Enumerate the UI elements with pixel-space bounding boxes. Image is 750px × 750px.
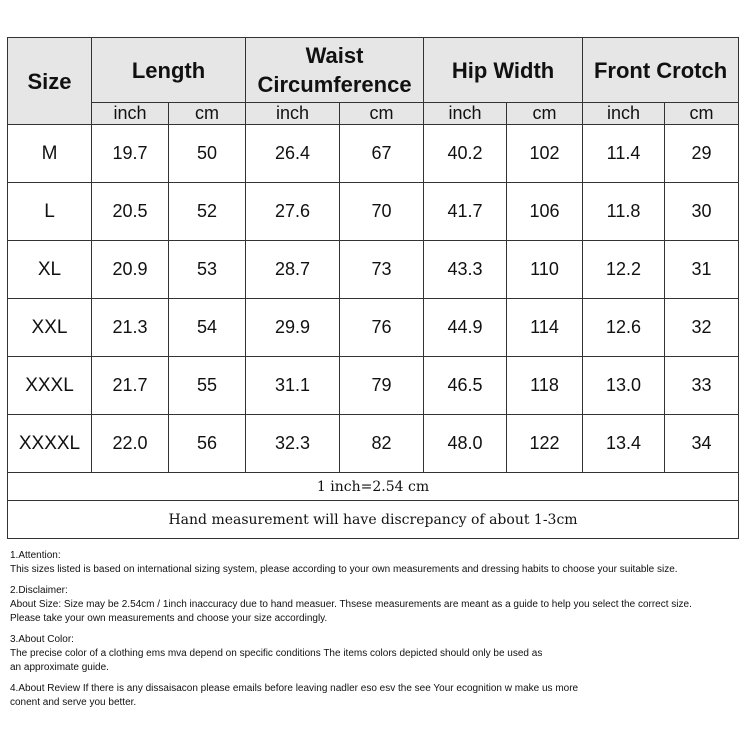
measurement-cell: 21.3 <box>92 299 169 357</box>
measurement-cell: 29 <box>665 125 739 183</box>
unit-label: cm <box>169 103 246 125</box>
measurement-cell: 30 <box>665 183 739 241</box>
measurement-cell: 13.4 <box>583 415 665 473</box>
waist-header-line1: Waist <box>305 43 364 68</box>
measurement-cell: 54 <box>169 299 246 357</box>
measurement-cell: 43.3 <box>424 241 507 299</box>
measurement-cell: 13.0 <box>583 357 665 415</box>
note-title: 2.Disclaimer: <box>10 585 68 596</box>
measurement-cell: 29.9 <box>246 299 340 357</box>
size-header: Size <box>8 38 92 125</box>
unit-label: inch <box>583 103 665 125</box>
size-cell: XXXL <box>8 357 92 415</box>
header-row <box>8 38 739 103</box>
note-line: an approximate guide. <box>10 662 109 673</box>
waist-header <box>246 38 424 103</box>
measurement-cell: 32 <box>665 299 739 357</box>
measurement-cell: 44.9 <box>424 299 507 357</box>
length-header: Length <box>92 38 246 103</box>
table-row <box>8 241 739 299</box>
note-line: Please take your own measurements and choose your size accordingly. <box>10 613 328 624</box>
measurement-cell: 31.1 <box>246 357 340 415</box>
measurement-cell: 41.7 <box>424 183 507 241</box>
measurement-cell: 32.3 <box>246 415 340 473</box>
measurement-cell: 11.8 <box>583 183 665 241</box>
size-cell: XL <box>8 241 92 299</box>
measurement-cell: 46.5 <box>424 357 507 415</box>
measurement-cell: 31 <box>665 241 739 299</box>
note-line: The precise color of a clothing ems mva depend on specific conditions The items colors depicted should only be used as <box>10 648 543 659</box>
note-title: 3.About Color: <box>10 634 74 645</box>
size-cell: L <box>8 183 92 241</box>
measurement-cell: 102 <box>507 125 583 183</box>
measurement-cell: 110 <box>507 241 583 299</box>
size-cell: XXXXL <box>8 415 92 473</box>
measurement-cell: 20.5 <box>92 183 169 241</box>
measurement-cell: 52 <box>169 183 246 241</box>
units-row <box>8 103 739 125</box>
size-cell: XXL <box>8 299 92 357</box>
measurement-cell: 28.7 <box>246 241 340 299</box>
measurement-cell: 26.4 <box>246 125 340 183</box>
measurement-cell: 73 <box>340 241 424 299</box>
table-row <box>8 357 739 415</box>
note-block <box>10 549 745 577</box>
measurement-cell: 48.0 <box>424 415 507 473</box>
note-title: 1.Attention: <box>10 550 61 561</box>
measurement-cell: 67 <box>340 125 424 183</box>
table-row <box>8 415 739 473</box>
conversion-note: 1 inch=2.54 cm <box>8 473 739 501</box>
hip-width-header: Hip Width <box>424 38 583 103</box>
unit-label: cm <box>507 103 583 125</box>
measurement-cell: 33 <box>665 357 739 415</box>
table-row <box>8 299 739 357</box>
measurement-cell: 22.0 <box>92 415 169 473</box>
notes-section <box>10 549 745 717</box>
measurement-cell: 55 <box>169 357 246 415</box>
measurement-cell: 19.7 <box>92 125 169 183</box>
size-cell: M <box>8 125 92 183</box>
measurement-cell: 56 <box>169 415 246 473</box>
measurement-cell: 82 <box>340 415 424 473</box>
measurement-cell: 70 <box>340 183 424 241</box>
note-line: 4.About Review If there is any dissaisacon please emails before leaving nadler eso esv the see Your ecognition w make us more <box>10 683 579 694</box>
measurement-row <box>8 501 739 539</box>
measurement-cell: 122 <box>507 415 583 473</box>
measurement-cell: 12.6 <box>583 299 665 357</box>
measurement-cell: 20.9 <box>92 241 169 299</box>
measurement-cell: 50 <box>169 125 246 183</box>
table-row <box>8 183 739 241</box>
measurement-cell: 12.2 <box>583 241 665 299</box>
measurement-cell: 34 <box>665 415 739 473</box>
measurement-cell: 114 <box>507 299 583 357</box>
unit-label: cm <box>665 103 739 125</box>
measurement-cell: 106 <box>507 183 583 241</box>
measurement-cell: 76 <box>340 299 424 357</box>
measurement-cell: 40.2 <box>424 125 507 183</box>
note-block <box>10 584 745 626</box>
conversion-row <box>8 473 739 501</box>
measurement-cell: 53 <box>169 241 246 299</box>
size-chart-table <box>7 37 739 539</box>
note-line: This sizes listed is based on international sizing system, please according to your own measurements and dressing habits to choose your suitable size. <box>10 564 678 575</box>
measurement-cell: 27.6 <box>246 183 340 241</box>
note-line: About Size: Size may be 2.54cm / 1inch inaccuracy due to hand measuer. Thsese measurements are meant as a guide to help you select the correct size. <box>10 599 692 610</box>
note-line: conent and serve you better. <box>10 697 137 708</box>
front-crotch-header: Front Crotch <box>583 38 739 103</box>
size-rows <box>8 125 739 473</box>
measurement-note: Hand measurement will have discrepancy of about 1-3cm <box>8 501 739 539</box>
unit-label: cm <box>340 103 424 125</box>
unit-label: inch <box>92 103 169 125</box>
measurement-cell: 118 <box>507 357 583 415</box>
measurement-cell: 79 <box>340 357 424 415</box>
note-block <box>10 633 745 675</box>
unit-label: inch <box>246 103 340 125</box>
table-row <box>8 125 739 183</box>
waist-header-line2: Circumference <box>257 72 412 97</box>
note-block <box>10 682 745 710</box>
measurement-cell: 21.7 <box>92 357 169 415</box>
unit-label: inch <box>424 103 507 125</box>
measurement-cell: 11.4 <box>583 125 665 183</box>
